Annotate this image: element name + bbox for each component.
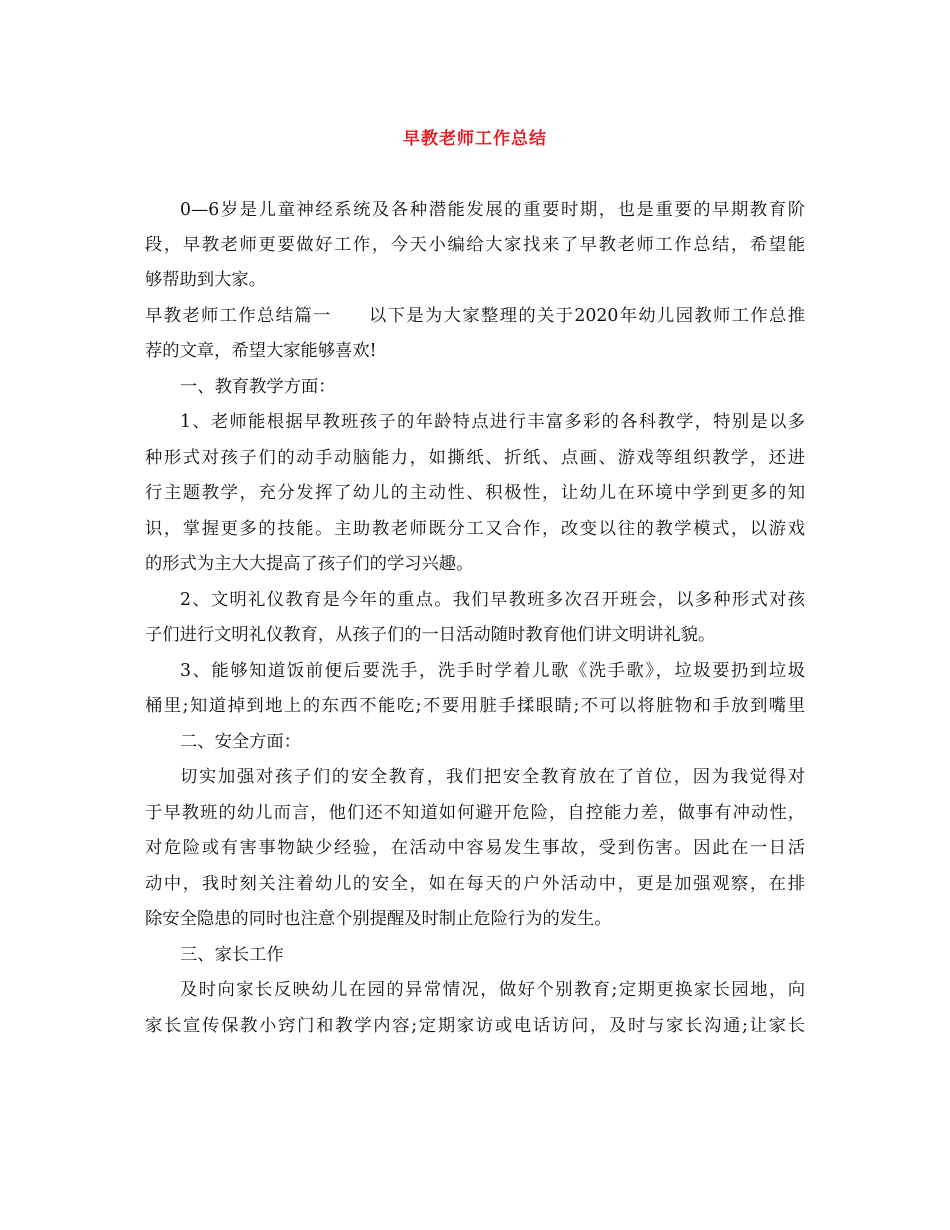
teaching-p1-line-4: 识，掌握更多的技能。主助教老师既分工又合作，改变以往的教学模式，以游戏 xyxy=(145,519,805,539)
safety-line-2: 于早教班的幼儿而言，他们还不知道如何避开危险，自控能力差，做事有冲动性， xyxy=(145,803,805,823)
intro-line-3: 够帮助到大家。 xyxy=(145,270,266,290)
intro-line-2: 段，早教老师更要做好工作，今天小编给大家找来了早教老师工作总结，希望能 xyxy=(145,235,805,255)
intro-line-1: 0—6岁是儿童神经系统及各种潜能发展的重要时期，也是重要的早期教育阶 xyxy=(180,200,805,220)
document-title: 早教老师工作总结 xyxy=(403,129,547,149)
parents-line-1: 及时向家长反映幼儿在园的异常情况，做好个别教育;定期更换家长园地，向 xyxy=(180,980,805,1000)
teaching-p2-line-2: 子们进行文明礼仪教育，从孩子们的一日活动随时教育他们讲文明讲礼貌。 xyxy=(145,625,716,645)
safety-line-3: 对危险或有害事物缺少经验，在活动中容易发生事故，受到伤害。因此在一日活 xyxy=(145,838,805,858)
teaching-p3-line-2: 桶里;知道掉到地上的东西不能吃;不要用脏手揉眼睛;不可以将脏物和手放到嘴里 xyxy=(145,696,805,716)
teaching-p1-line-5: 的形式为主大大提高了孩子们的学习兴趣。 xyxy=(145,554,474,574)
section-intro-line-1: 早教老师工作总结篇一 以下是为大家整理的关于2020年幼儿园教师工作总推 xyxy=(145,306,805,326)
teaching-p1-line-1: 1、老师能根据早教班孩子的年龄特点进行丰富多彩的各科教学，特别是以多 xyxy=(180,412,805,432)
teaching-p3-line-1: 3、能够知道饭前便后要洗手，洗手时学着儿歌《洗手歌》，垃圾要扔到垃圾 xyxy=(180,661,805,681)
section-intro-line-2: 荐的文章，希望大家能够喜欢! xyxy=(145,341,377,361)
teaching-p1-line-3: 行主题教学，充分发挥了幼儿的主动性、积极性，让幼儿在环境中学到更多的知 xyxy=(145,483,805,503)
safety-line-4: 动中，我时刻关注着幼儿的安全，如在每天的户外活动中，更是加强观察，在排 xyxy=(145,874,805,894)
heading-parents: 三、家长工作 xyxy=(180,945,284,965)
teaching-p1-line-2: 种形式对孩子们的动手动脑能力，如撕纸、折纸、点画、游戏等组织教学，还进 xyxy=(145,448,805,468)
safety-line-1: 切实加强对孩子们的安全教育，我们把安全教育放在了首位，因为我觉得对 xyxy=(180,767,805,787)
safety-line-5: 除安全隐患的同时也注意个别提醒及时制止危险行为的发生。 xyxy=(145,909,612,929)
teaching-p2-line-1: 2、文明礼仪教育是今年的重点。我们早教班多次召开班会，以多种形式对孩 xyxy=(180,590,805,610)
heading-teaching: 一、教育教学方面： xyxy=(180,377,336,397)
heading-safety: 二、安全方面： xyxy=(180,732,301,752)
parents-line-2: 家长宣传保教小窍门和教学内容;定期家访或电话访问，及时与家长沟通;让家长 xyxy=(145,1016,805,1036)
